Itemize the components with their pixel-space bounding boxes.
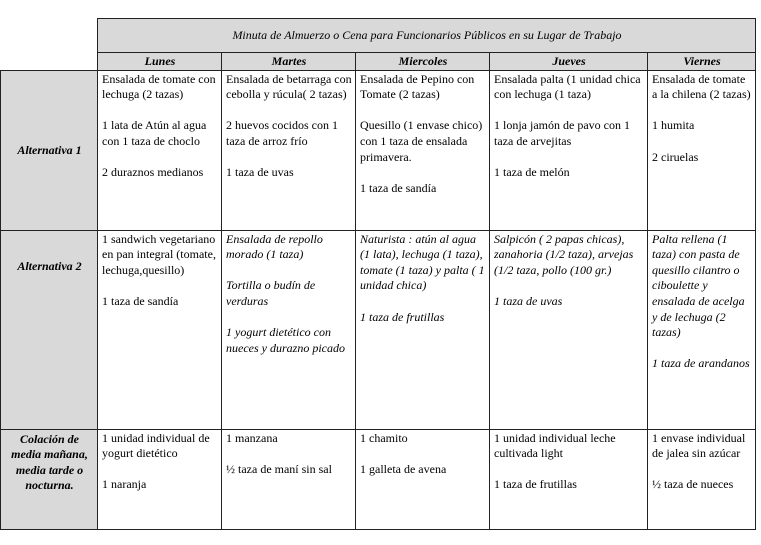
corner-blank-cell [1,19,98,71]
menu-cell-alt2-lunes [98,230,222,429]
table-title: Minuta de Almuerzo o Cena para Funcionarios Públicos en su Lugar de Trabajo [98,19,756,53]
menu-cell-colacion-martes [222,429,356,529]
day-header-martes: Martes [222,53,356,71]
menu-cell-alt1-miercoles [356,70,490,230]
menu-text: Ensalada de tomate a la chilena (2 tazas) 1 humita 2 ciruelas [652,71,751,164]
day-header-jueves: Jueves [490,53,648,71]
menu-text: Naturista : atún al agua (1 lata), lechuga (1 taza), tomate (1 taza) y palta ( 1 unidad chica) 1 taza de frutillas [360,231,485,324]
menu-cell-alt1-lunes [98,70,222,230]
row-colacion [1,429,756,529]
menu-text: 1 envase individual de jalea sin azúcar ½ taza de nueces [652,430,746,492]
menu-text: Ensalada de repollo morado (1 taza) Tortilla o budín de verduras 1 yogurt dietético con nueces y durazno picado [226,231,345,355]
day-header-lunes: Lunes [98,53,222,71]
menu-text: Palta rellena (1 taza) con pasta de quesillo cilantro o ciboulette y ensalada de acelga y de lechuga (2 tazas) 1 taza de arandanos [652,231,750,371]
menu-text: Salpicón ( 2 papas chicas), zanahoria (1/2 taza), arvejas (1/2 taza, pollo (100 gr.) 1 taza de uvas [494,231,634,308]
menu-cell-colacion-lunes [98,429,222,529]
menu-cell-alt2-jueves [490,230,648,429]
menu-text: Ensalada de tomate con lechuga (2 tazas) 1 lata de Atún al agua con 1 taza de choclo 2 duraznos medianos [102,71,216,180]
day-header-row [1,53,756,71]
menu-cell-alt1-viernes [648,70,756,230]
menu-text: 1 unidad individual de yogurt dietético 1 naranja [102,430,210,492]
menu-text: 1 sandwich vegetariano en pan integral (tomate, lechuga,quesillo) 1 taza de sandía [102,231,216,308]
day-header-miercoles: Miercoles [356,53,490,71]
menu-cell-colacion-viernes [648,429,756,529]
menu-cell-alt2-viernes [648,230,756,429]
row-alternativa-1 [1,70,756,230]
menu-text: Ensalada de betarraga con cebolla y rúcula( 2 tazas) 2 huevos cocidos con 1 taza de arroz frío 1 taza de uvas [226,71,352,180]
menu-text: 1 manzana ½ taza de maní sin sal [226,430,332,476]
menu-cell-alt1-martes [222,70,356,230]
menu-cell-alt2-martes [222,230,356,429]
minuta-table [0,18,756,530]
day-header-viernes: Viernes [648,53,756,71]
row-label-alternativa-2: Alternativa 2 [1,230,98,429]
menu-cell-alt1-jueves [490,70,648,230]
menu-cell-alt2-miercoles [356,230,490,429]
menu-text: 1 chamito 1 galleta de avena [360,430,447,476]
row-label-alternativa-1: Alternativa 1 [1,70,98,230]
row-label-colacion: Colación de media mañana, media tarde o nocturna. [1,429,98,529]
row-alternativa-2 [1,230,756,429]
menu-cell-colacion-miercoles [356,429,490,529]
menu-text: Ensalada palta (1 unidad chica con lechuga (1 taza) 1 lonja jamón de pavo con 1 taza de arvejitas 1 taza de melón [494,71,641,180]
menu-text: 1 unidad individual leche cultivada light 1 taza de frutillas [494,430,616,492]
menu-cell-colacion-jueves [490,429,648,529]
menu-text: Ensalada de Pepino con Tomate (2 tazas) Quesillo (1 envase chico) con 1 taza de ensalada primavera. 1 taza de sandía [360,71,483,195]
title-row [1,19,756,53]
